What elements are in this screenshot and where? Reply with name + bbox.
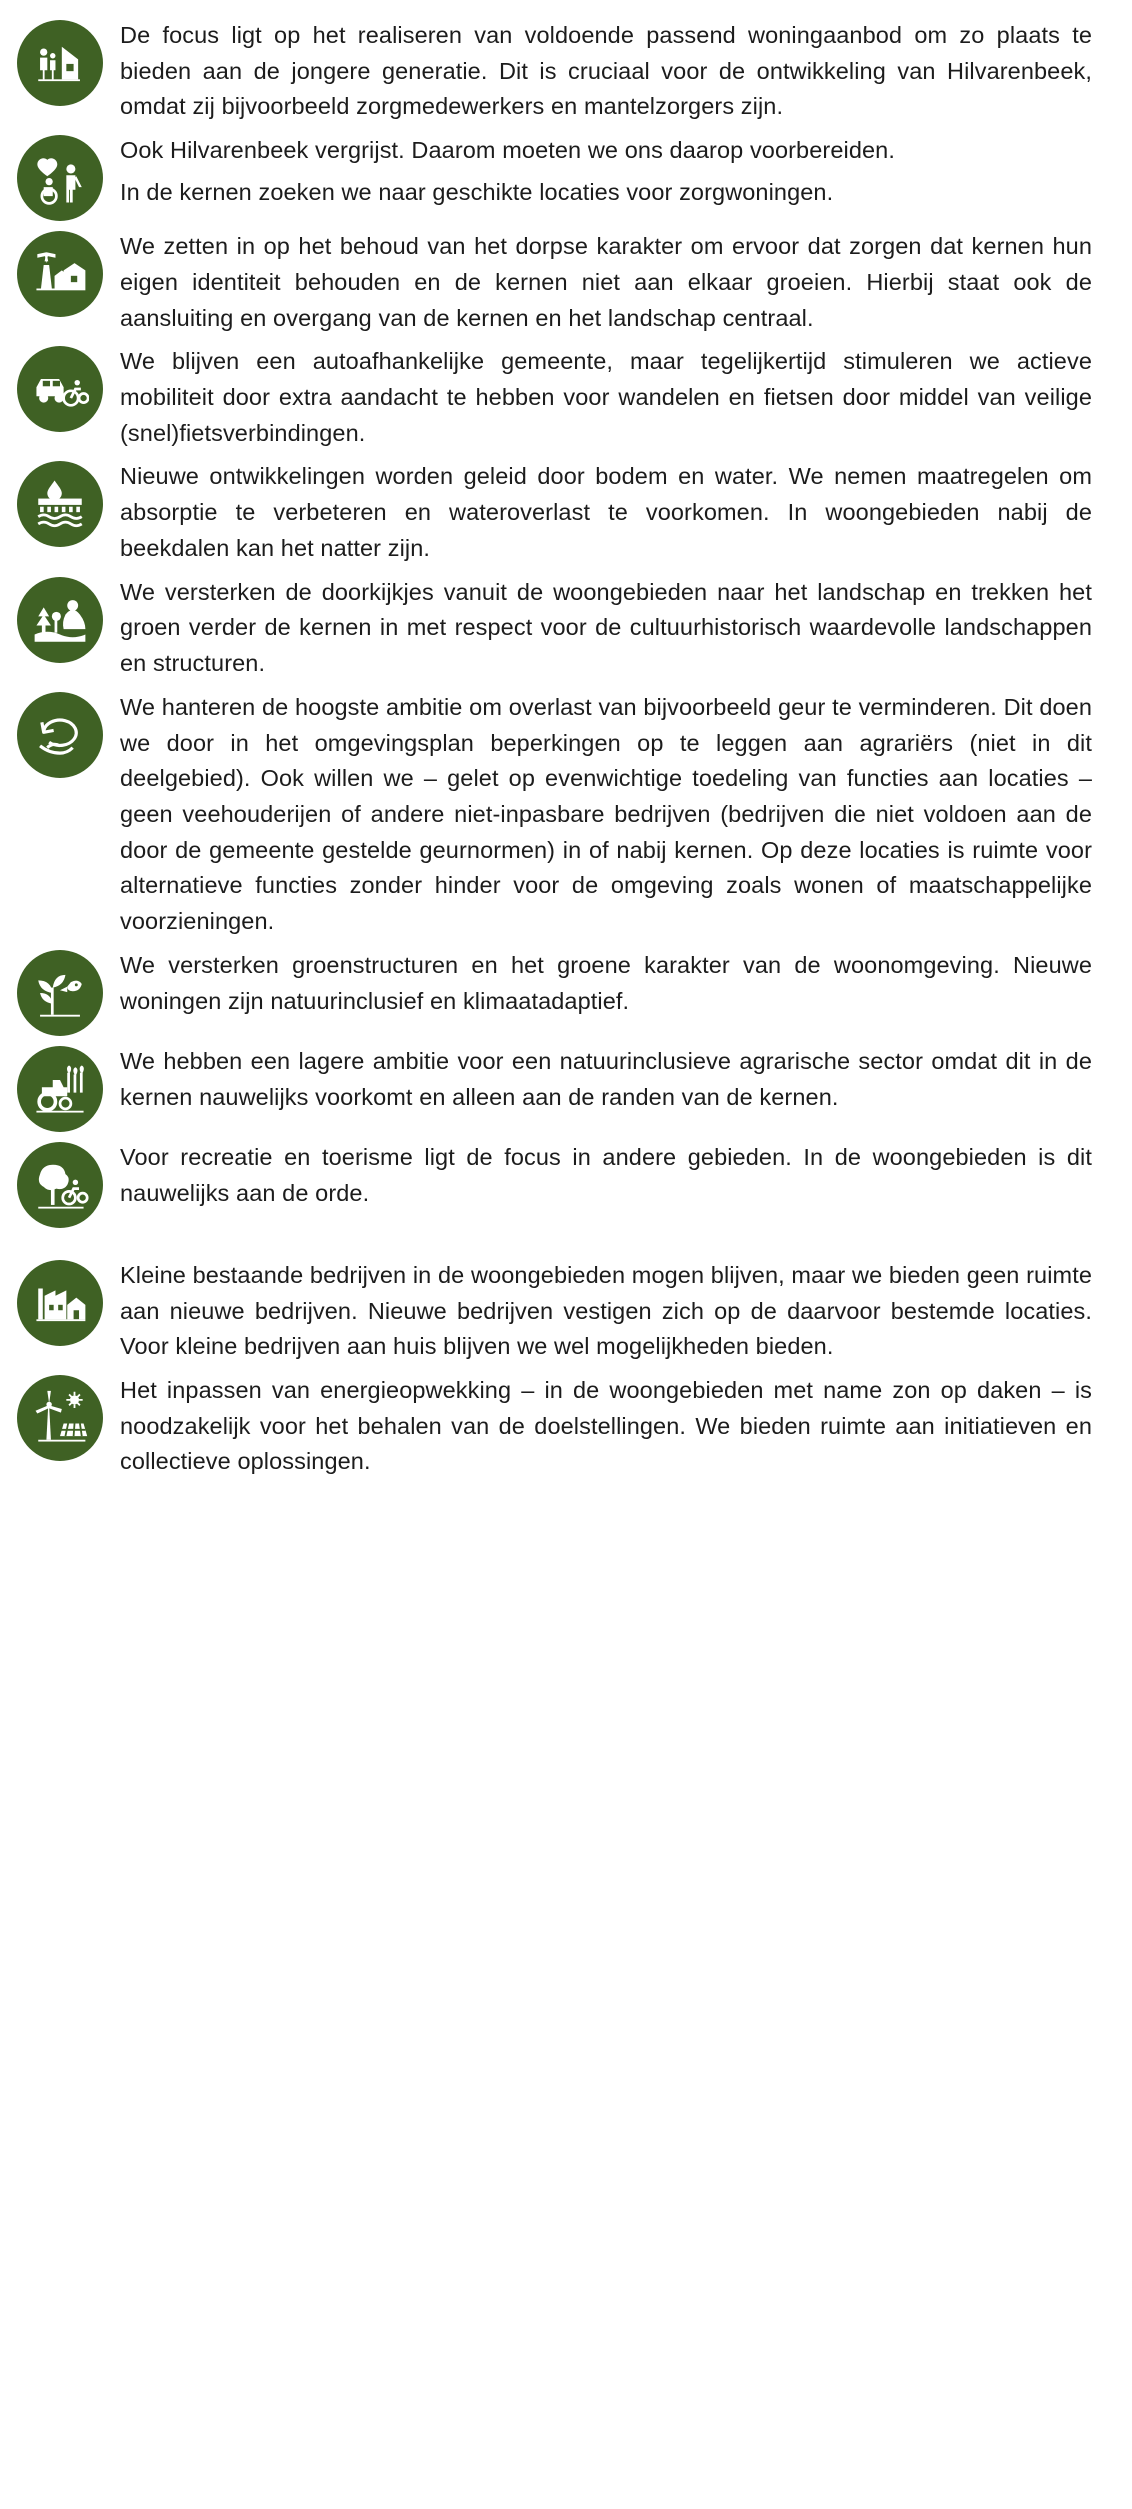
paragraph: We hebben een lagere ambitie voor een natuurinclusieve agrarische sector omdat dit in de kernen nauwelijks voorkomt en alleen aan de randen van de kernen. (120, 1047, 1092, 1110)
landscape-view-icon (17, 577, 103, 663)
icon-cell (0, 457, 120, 547)
paragraph: We versterken groenstructuren en het groene karakter van de woonomgeving. Nieuwe woningen zijn natuurinclusief en klimaatadaptief. (120, 951, 1092, 1014)
elderly-care-heart-icon (17, 135, 103, 221)
paragraph: Voor recreatie en toerisme ligt de focus in andere gebieden. In de woongebieden is dit nauwelijks aan de orde. (120, 1143, 1092, 1206)
text-cell (120, 457, 1132, 566)
paragraph: We blijven een autoafhankelijke gemeente, maar tegelijkertijd stimuleren we actieve mobiliteit door extra aandacht te hebben voor wandelen en fietsen door middel van veilige (snel)fietsverbindingen. (120, 348, 1092, 446)
icon-cell (0, 342, 120, 432)
text-cell (120, 131, 1132, 210)
plant-bird-nature-icon (17, 950, 103, 1036)
paragraph: We hanteren de hoogste ambitie om overlast van bijvoorbeeld geur te verminderen. Dit doen we door in het omgevingsplan beperkingen op te leggen aan agrariërs (niet in dit deelgebied). Ook willen we – gelet op evenwichtige toedeling van functies aan locaties – geen veehouderijen of andere niet-inpasbare bedrijven (bedrijven die niet voldoen aan de door de gemeente gestelde geurnormen) in of nabij kernen. Op deze locaties is ruimte voor alternatieve functies zonder hinder voor de omgeving zoals wonen of maatschappelijke voorzieningen. (120, 693, 1092, 935)
icon-cell (0, 946, 120, 1036)
paragraph: Kleine bestaande bedrijven in de woongebieden mogen blijven, maar we bieden geen ruimte aan nieuwe bedrijven. Nieuwe bedrijven vestigen zich op de daarvoor bestemde locaties. Voor kleine bedrijven aan huis blijven we wel mogelijkheden bieden. (120, 1261, 1092, 1360)
paragraph: Het inpassen van energieopwekking – in de woongebieden met name zon op daken – is noodzakelijk voor het behalen van de doelstellingen. We bieden ruimte aan initiatieven en collectieve oplossingen. (120, 1376, 1092, 1475)
text-cell (120, 1256, 1132, 1365)
icon-cell (0, 16, 120, 106)
icon-cell (0, 1138, 120, 1228)
paragraph: Ook Hilvarenbeek vergrijst. Daarom moeten we ons daarop voorbereiden. (120, 137, 895, 164)
hand-circular-arrow-icon (17, 692, 103, 778)
paragraph: We zetten in op het behoud van het dorpse karakter om ervoor dat zorgen dat kernen hun eigen identiteit behouden en de kernen niet aan elkaar groeien. Hierbij staat ook de aansluiting en overgang van de kernen en het landschap centraal. (120, 233, 1092, 331)
list-item (0, 1138, 1132, 1228)
list-item (0, 1256, 1132, 1365)
icon-cell (0, 573, 120, 663)
icon-cell (0, 227, 120, 317)
paragraph: Nieuwe ontwikkelingen worden geleid door bodem en water. We nemen maatregelen om absorptie te verbeteren en wateroverlast te voorkomen. In woongebieden nabij de beekdalen kan het natter zijn. (120, 463, 1092, 561)
list-item (0, 1371, 1132, 1480)
paragraph: We versterken de doorkijkjes vanuit de woongebieden naar het landschap en trekken het groen verder de kernen in met respect voor de cultuurhistorisch waardevolle landschappen en structuren. (120, 578, 1092, 677)
icon-cell (0, 1371, 120, 1461)
text-cell (120, 573, 1132, 682)
list-item (0, 573, 1132, 682)
list-item (0, 1042, 1132, 1132)
list-item (0, 227, 1132, 336)
list-item (0, 688, 1132, 940)
icon-cell (0, 131, 120, 221)
text-cell (120, 16, 1132, 125)
list-item (0, 131, 1132, 221)
tree-cyclist-recreation-icon (17, 1142, 103, 1228)
icon-cell (0, 1256, 120, 1346)
text-cell (120, 1042, 1132, 1115)
tractor-field-icon (17, 1046, 103, 1132)
text-cell (120, 946, 1132, 1019)
family-house-icon (17, 20, 103, 106)
text-cell (120, 688, 1132, 940)
paragraph: In de kernen zoeken we naar geschikte locaties voor zorgwoningen. (120, 178, 834, 205)
icon-cell (0, 1042, 120, 1132)
list-item (0, 946, 1132, 1036)
paragraph: De focus ligt op het realiseren van voldoende passend woningaanbod om zo plaats te bieden aan de jongere generatie. Dit is cruciaal voor de ontwikkeling van Hilvarenbeek, omdat zij bijvoorbeeld zorgmedewerkers en mantelzorgers zijn. (120, 22, 1092, 120)
text-cell (120, 227, 1132, 336)
list-item (0, 342, 1132, 451)
text-cell (120, 1138, 1132, 1211)
icon-cell (0, 688, 120, 778)
list-item (0, 16, 1132, 125)
car-bicycle-mobility-icon (17, 346, 103, 432)
list-item (0, 457, 1132, 566)
factory-business-icon (17, 1260, 103, 1346)
text-cell (120, 1371, 1132, 1480)
wind-turbine-solar-icon (17, 1375, 103, 1461)
soil-water-layers-icon (17, 461, 103, 547)
windmill-village-icon (17, 231, 103, 317)
text-cell (120, 342, 1132, 451)
